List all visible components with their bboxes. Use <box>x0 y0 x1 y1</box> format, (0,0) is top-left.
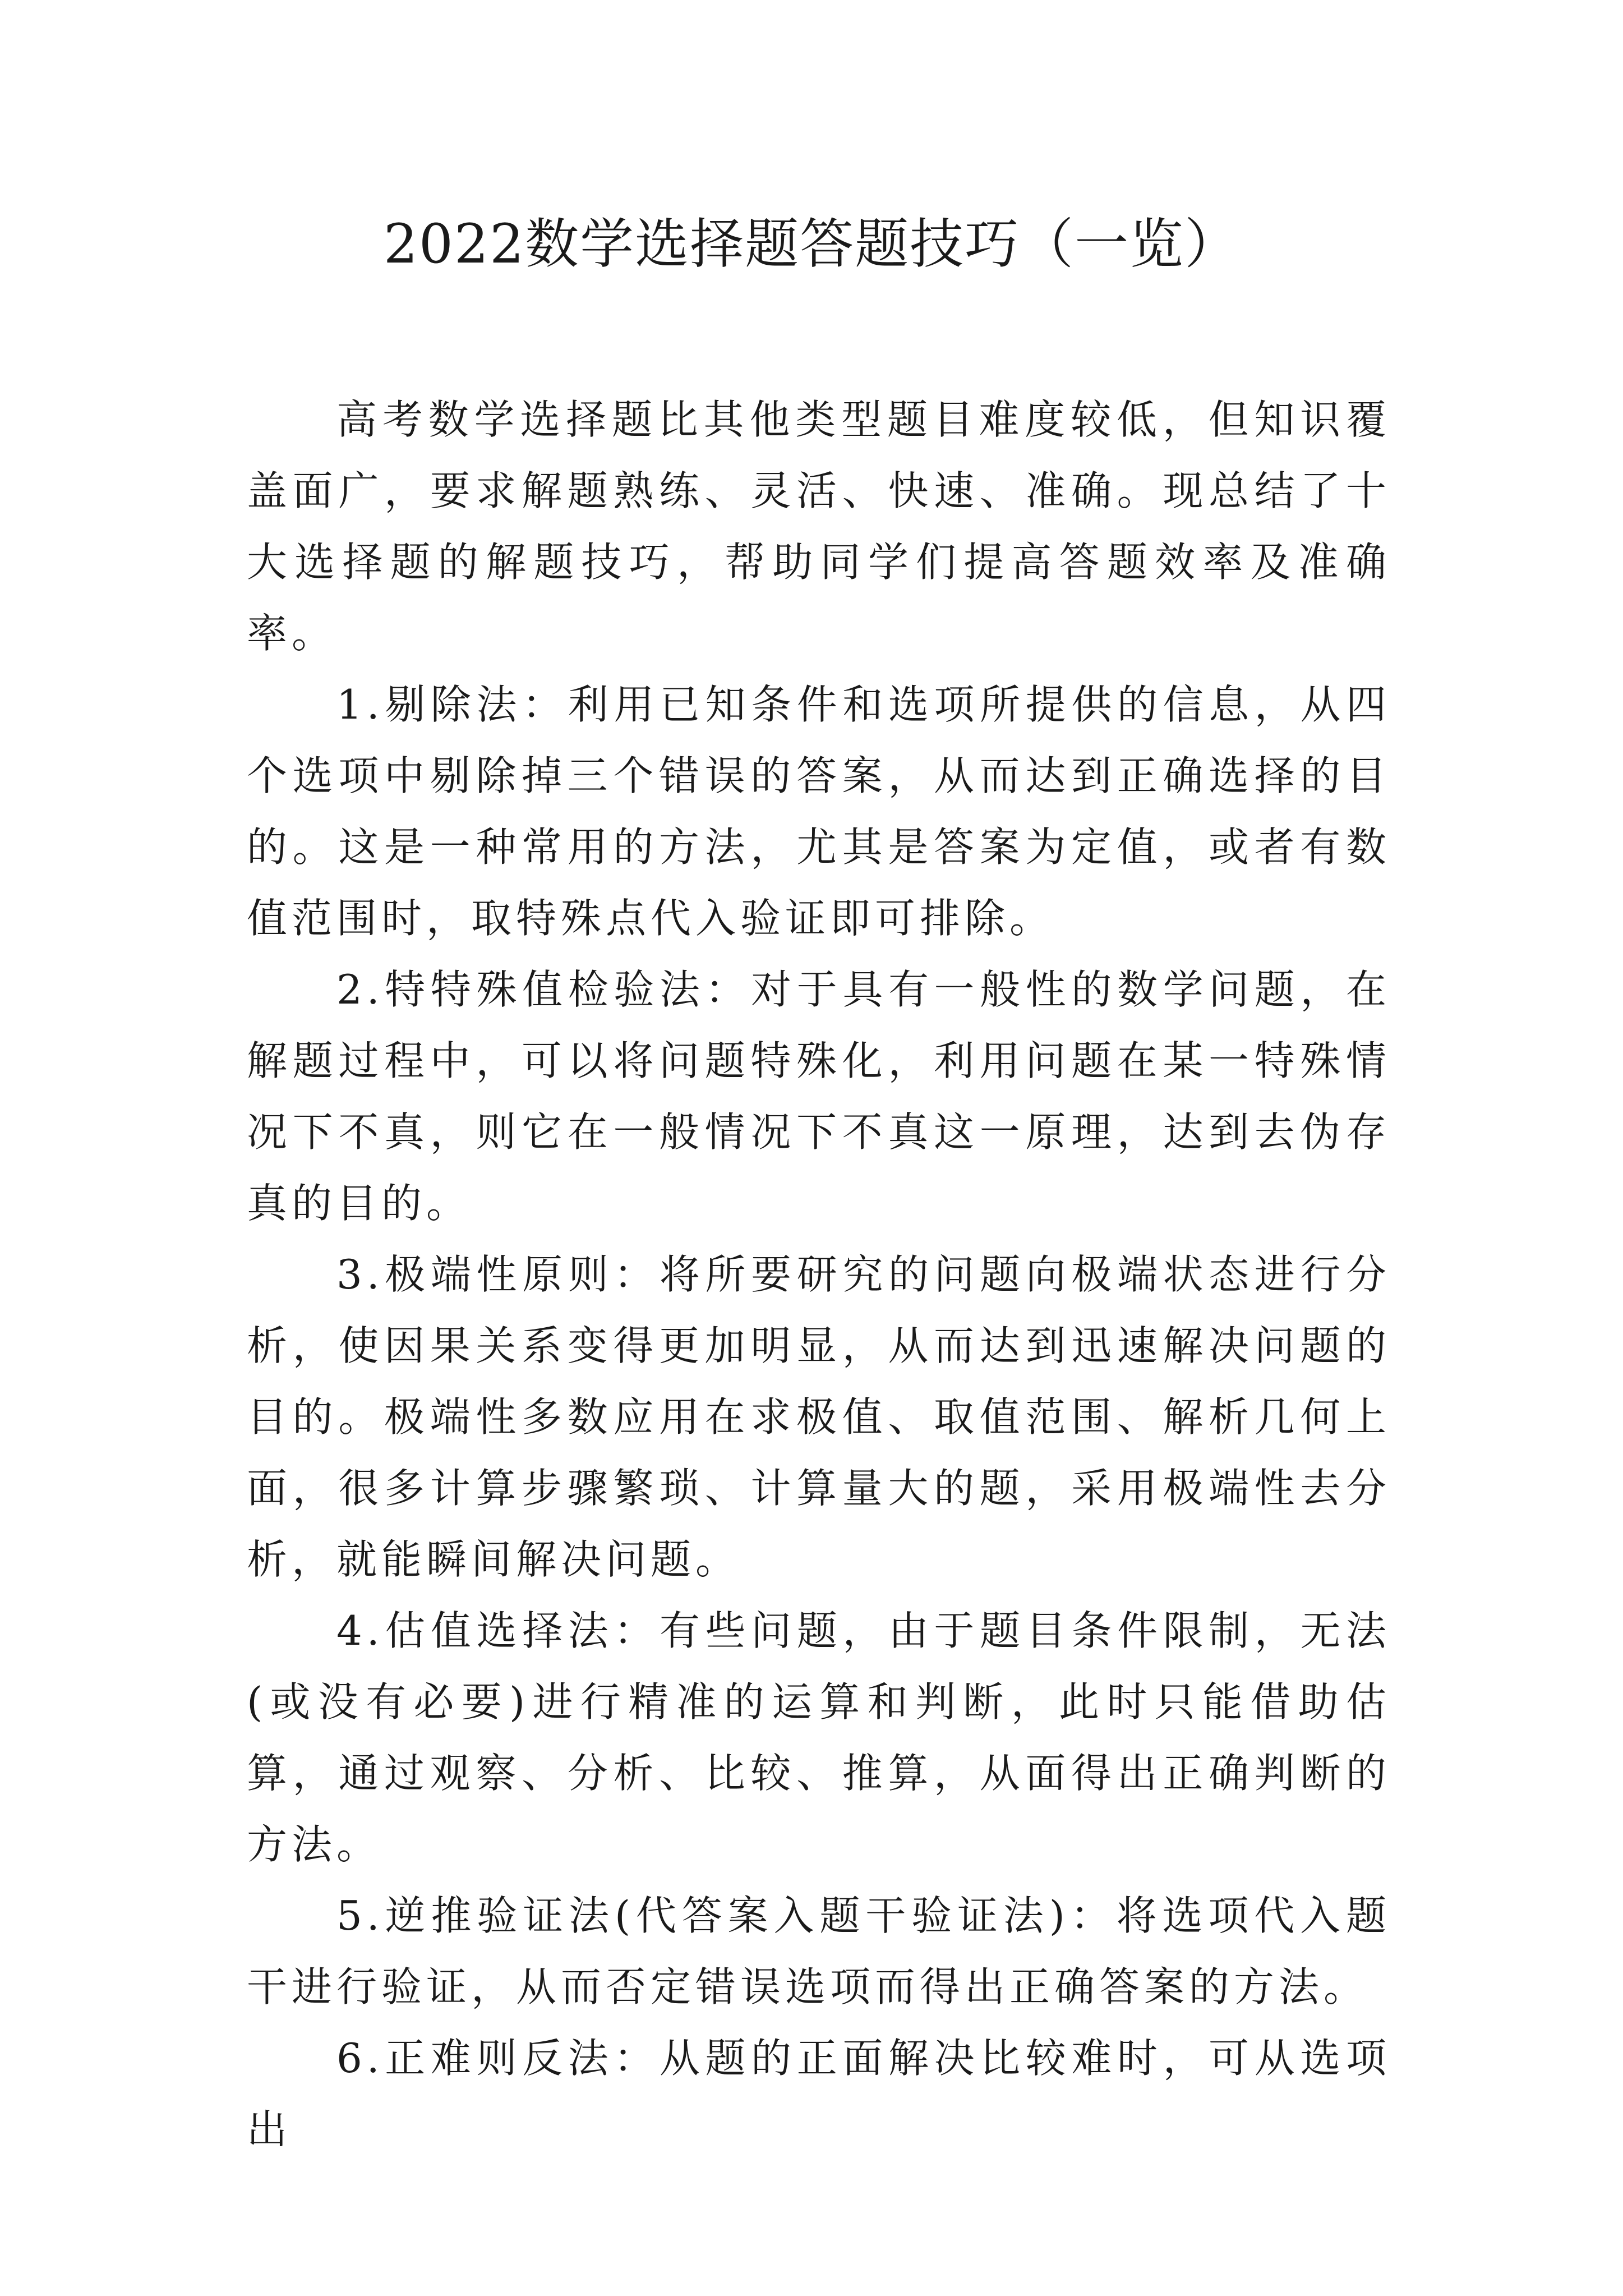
paragraph-tip-2: 2.特特殊值检验法：对于具有一般性的数学问题，在解题过程中，可以将问题特殊化，利用问题在某一特殊情况下不真，则它在一般情况下不真这一原理，达到去伪存真的目的。 <box>247 966 1391 1227</box>
paragraph-intro: 高考数学选择题比其他类型题目难度较低，但知识覆盖面广，要求解题熟练、灵活、快速、准确。现总结了十大选择题的解题技巧，帮助同学们提高答题效率及准确率。 <box>247 396 1391 657</box>
document-body <box>247 384 1391 2165</box>
paragraph-tip-1: 1.剔除法：利用已知条件和选项所提供的信息，从四个选项中剔除掉三个错误的答案，从而达到正确选择的目的。这是一种常用的方法，尤其是答案为定值，或者有数值范围时，取特殊点代入验证即可排除。 <box>247 681 1391 942</box>
paragraph-tip-3: 3.极端性原则：将所要研究的问题向极端状态进行分析，使因果关系变得更加明显，从而达到迅速解决问题的目的。极端性多数应用在求极值、取值范围、解析几何上面，很多计算步骤繁琐、计算量大的题，采用极端性去分析，就能瞬间解决问题。 <box>247 1251 1391 1583</box>
paragraph-tip-4: 4.估值选择法：有些问题，由于题目条件限制，无法(或没有必要)进行精准的运算和判断，此时只能借助估算，通过观察、分析、比较、推算，从面得出正确判断的方法。 <box>247 1607 1391 1868</box>
paragraph-tip-6: 6.正难则反法：从题的正面解决比较难时，可从选项出 <box>247 2035 1391 2153</box>
page-title: 2022数学选择题答题技巧（一览） <box>383 213 1240 275</box>
paragraph-tip-5: 5.逆推验证法(代答案入题干验证法)：将选项代入题干进行验证，从而否定错误选项而得出正确答案的方法。 <box>247 1892 1391 2010</box>
